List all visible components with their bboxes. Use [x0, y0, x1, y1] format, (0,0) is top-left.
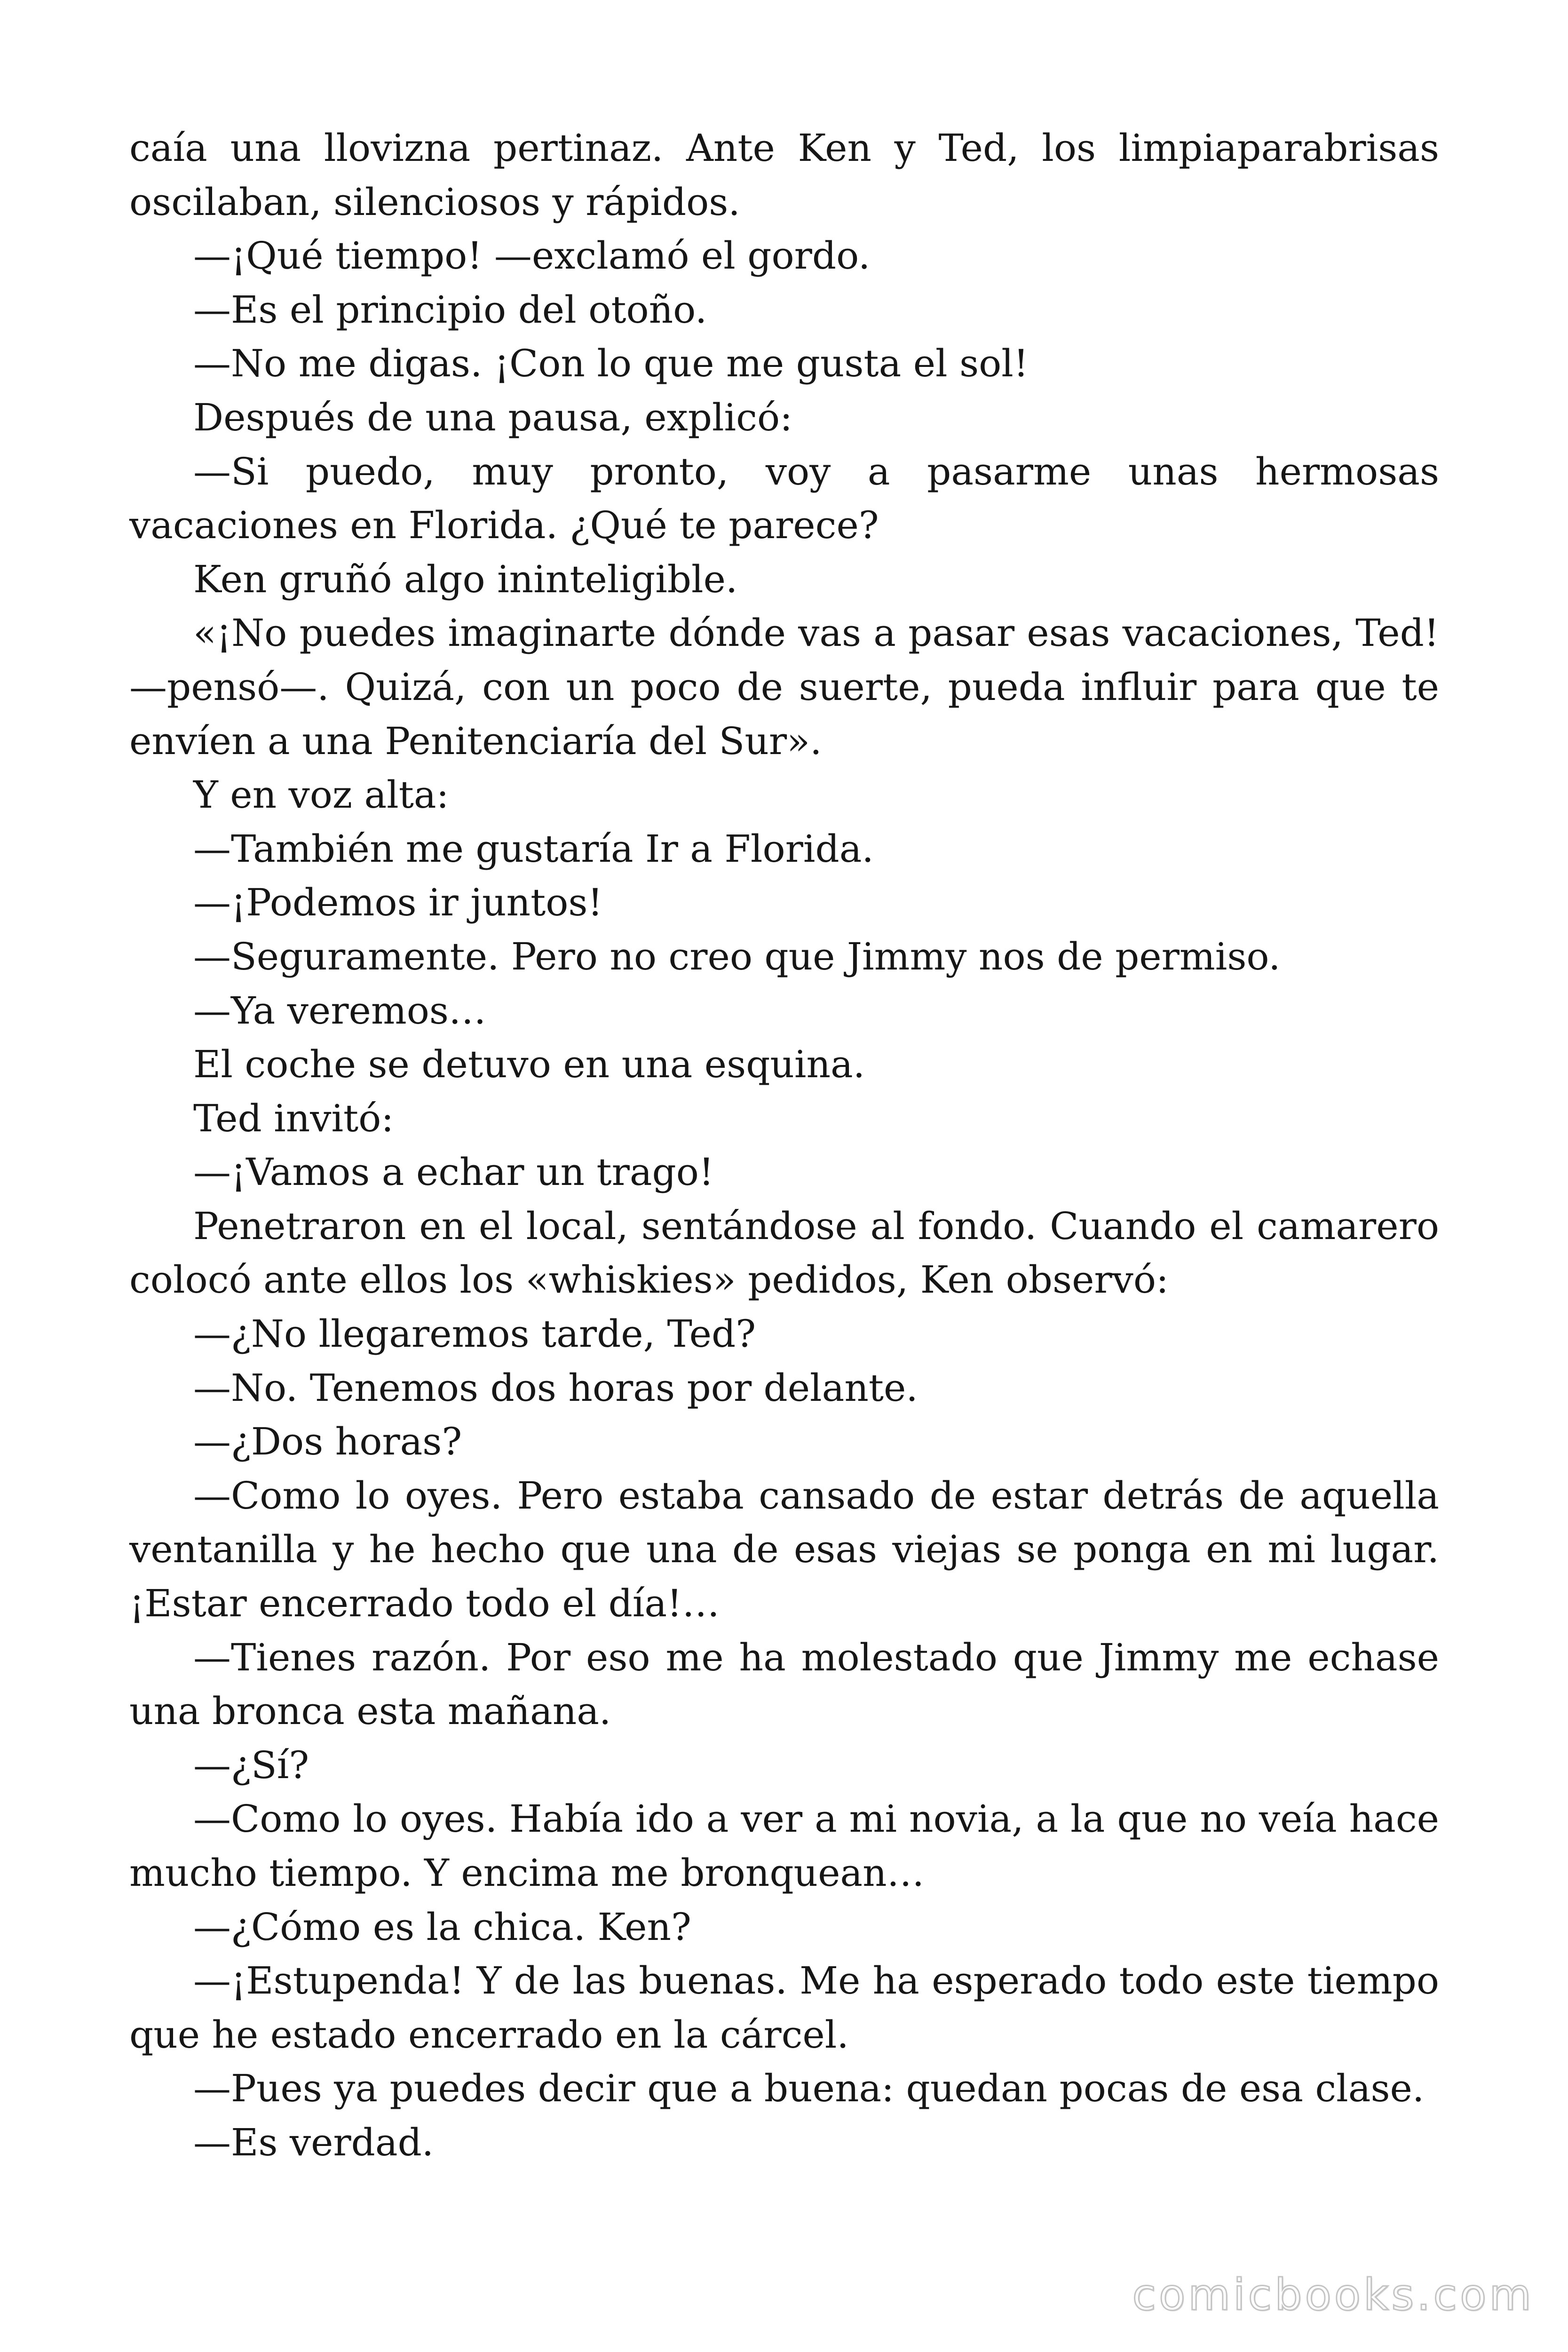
watermark-text: comicbooks.com	[1132, 2270, 1534, 2320]
paragraph: caía una llovizna pertinaz. Ante Ken y Ted, los limpiaparabrisas oscilaban, silenciosos y rápidos.	[129, 126, 1439, 224]
paragraph: Después de una pausa, explicó:	[193, 395, 793, 439]
paragraph: Ken gruñó algo ininteligible.	[193, 557, 738, 601]
paragraph: —¡Vamos a echar un trago!	[193, 1150, 714, 1194]
paragraph: —Seguramente. Pero no creo que Jimmy nos de permiso.	[193, 934, 1281, 978]
paragraph: —Pues ya puedes decir que a buena: quedan pocas de esa clase.	[193, 2066, 1425, 2111]
paragraph: «¡No puedes imaginarte dónde vas a pasar esas vacaciones, Ted! —pensó—. Quizá, con un poco de suerte, pueda influir para que te envíen a una Penitenciaría del Sur».	[129, 611, 1439, 763]
paragraph: —¿Sí?	[193, 1743, 309, 1787]
paragraph: —Es el principio del otoño.	[193, 287, 707, 332]
paragraph: Penetraron en el local, sentándose al fondo. Cuando el camarero colocó ante ellos los «whiskies» pedidos, Ken observó:	[129, 1204, 1439, 1302]
paragraph: —¿No llegaremos tarde, Ted?	[193, 1312, 756, 1356]
paragraph: —Como lo oyes. Había ido a ver a mi novia, a la que no veía hace mucho tiempo. Y encima me bronquean…	[129, 1797, 1439, 1895]
paragraph: —Es verdad.	[193, 2120, 434, 2164]
paragraph: —No. Tenemos dos horas por delante.	[193, 1366, 918, 1410]
paragraph: —Como lo oyes. Pero estaba cansado de estar detrás de aquella ventanilla y he hecho que una de esas viejas se ponga en mi lugar. ¡Estar encerrado todo el día!…	[129, 1473, 1439, 1626]
paragraph: Ted invitó:	[193, 1096, 394, 1140]
paragraph: Y en voz alta:	[193, 773, 449, 817]
paragraph: —Tienes razón. Por eso me ha molestado que Jimmy me echase una bronca esta mañana.	[129, 1635, 1439, 1733]
paragraph: —¿Cómo es la chica. Ken?	[193, 1905, 691, 1949]
paragraph: El coche se detuvo en una esquina.	[193, 1042, 865, 1087]
paragraph: —¡Estupenda! Y de las buenas. Me ha esperado todo este tiempo que he estado encerrado en la cárcel.	[129, 1959, 1439, 2057]
paragraph: —¡Qué tiempo! —exclamó el gordo.	[193, 234, 871, 278]
paragraph: —Ya veremos…	[193, 988, 486, 1033]
paragraph: —También me gustaría Ir a Florida.	[193, 826, 874, 871]
paragraph: —¿Dos horas?	[193, 1420, 462, 1464]
paragraph: —¡Podemos ir juntos!	[193, 881, 603, 925]
paragraph: —No me digas. ¡Con lo que me gusta el sol!	[193, 342, 1029, 386]
paragraph: —Si puedo, muy pronto, voy a pasarme unas hermosas vacaciones en Florida. ¿Qué te parece?	[129, 449, 1439, 548]
page-body-text	[129, 121, 1439, 2170]
